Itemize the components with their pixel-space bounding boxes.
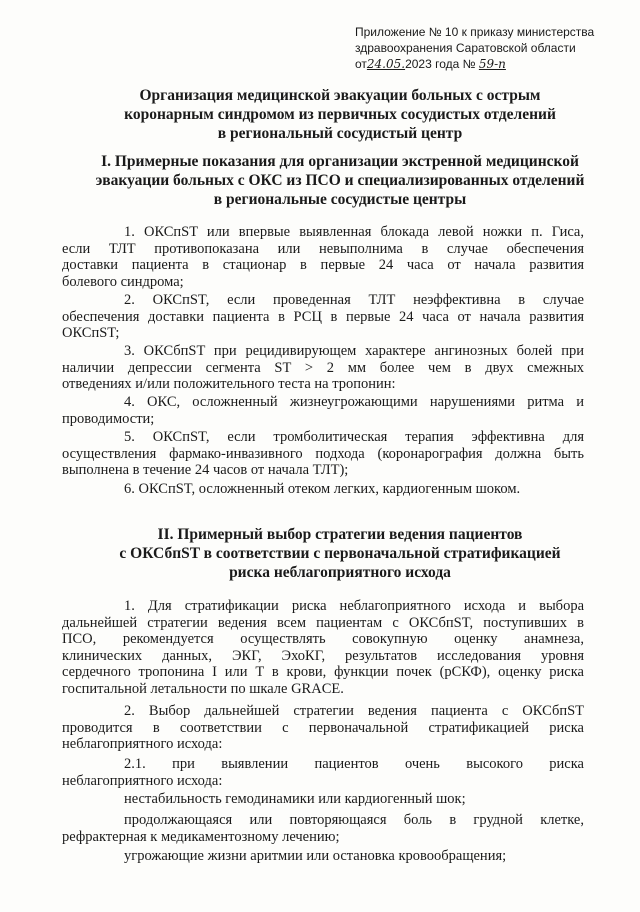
section-1-item-4	[62, 394, 584, 427]
annex-date: 24.05.	[366, 57, 406, 71]
text-line: 2. ОКСпST, если проведенная ТЛТ неэффективна в случае	[124, 292, 584, 308]
section-1-heading-line-3: в региональные сосудистые центры	[213, 191, 467, 208]
title-line-1: Организация медицинской эвакуации больных с острым	[139, 87, 541, 104]
section-2-heading-line-3: риска неблагоприятного исхода	[229, 564, 451, 581]
section-1-heading-line-2: эвакуации больных с ОКС из ПСО и специализированных отделений	[95, 172, 585, 189]
section-2-heading-line-1: II. Примерный выбор стратегии ведения пациентов	[157, 526, 523, 543]
text-line: нестабильность гемодинамики или кардиогенный шок;	[124, 791, 466, 807]
text-line: неблагоприятного исхода:	[62, 736, 223, 753]
criterion-arrhythmia	[62, 848, 584, 865]
section-1-item-2	[62, 292, 584, 342]
title-line-3: в региональный сосудистый центр	[217, 125, 463, 142]
section-1-heading	[70, 152, 610, 209]
text-line: угрожающие жизни аритмии или остановка кровообращения;	[124, 848, 507, 864]
criterion-hemodynamics	[62, 791, 584, 808]
section-2-heading-line-2: с ОКСбпST в соответствии с первоначальной стратификацией	[119, 545, 561, 562]
section-2-paragraph-1	[62, 598, 584, 698]
text-line: госпитальной летальности по шкале GRACE.	[62, 680, 344, 697]
text-line: обеспечения доставки пациента в РСЦ в первые 24 часа от начала развития	[62, 308, 584, 325]
title-line-2: коронарным синдромом из первичных сосудистых отделений	[124, 106, 556, 123]
criterion-chest-pain	[62, 812, 584, 845]
section-2-heading	[70, 525, 610, 582]
section-2-paragraph-2	[62, 703, 584, 753]
text-line: отведениях и/или положительного теста на тропонин:	[62, 376, 396, 393]
text-line: 4. ОКС, осложненный жизнеугрожающими нарушениями ритма и	[124, 394, 584, 410]
text-line: ОКСпST;	[62, 325, 120, 342]
text-line: рефрактерная к медикаментозному лечению;	[62, 828, 340, 845]
section-2-paragraph-2-1	[62, 756, 584, 789]
annex-number: 59-п	[478, 57, 506, 71]
section-1-item-3	[62, 343, 584, 393]
text-line: 6. ОКСпST, осложненный отеком легких, кардиогенным шоком.	[124, 481, 521, 497]
text-line: 1. Для стратификации риска неблагоприятного исхода и выбора	[124, 598, 584, 614]
text-line: проводится в соответствии с первоначальной стратификацией риска	[62, 719, 584, 736]
text-line: ПСО, рекомендуется осуществлять совокупную оценку анамнеза,	[62, 631, 584, 648]
annex-line-1: Приложение № 10 к приказу министерства	[355, 25, 595, 39]
text-line: клинических данных, ЭКГ, ЭхоКГ, результатов исследования уровня	[62, 647, 584, 664]
section-1-heading-line-1: I. Примерные показания для организации экстренной медицинской	[101, 153, 579, 170]
annex-header	[355, 24, 625, 72]
annex-line-2: здравоохранения Саратовской области	[355, 41, 576, 55]
text-line: 1. ОКСпST или впервые выявленная блокада левой ножки п. Гиса,	[124, 224, 584, 240]
text-line: 2.1. при выявлении пациентов очень высокого риска	[124, 756, 584, 772]
text-line: неблагоприятного исхода:	[62, 772, 223, 789]
section-1-item-1	[62, 224, 584, 290]
text-line: наличии депрессии сегмента ST > 2 мм более чем в двух смежных	[62, 359, 584, 376]
annex-date-prefix: от	[355, 57, 367, 71]
text-line: проводимости;	[62, 410, 155, 427]
annex-year-label: 2023 года №	[405, 57, 476, 71]
text-line: осуществления фармако-инвазивного подхода (коронарография должна быть	[62, 445, 584, 462]
section-1-item-5	[62, 429, 584, 479]
text-line: дальнейшей стратегии ведения всем пациентам с ОКСбпST, поступивших в	[62, 614, 584, 631]
text-line: болевого синдрома;	[62, 273, 184, 290]
text-line: если ТЛТ противопоказана или невыполнима в случае обеспечения	[62, 240, 584, 257]
text-line: сердечного тропонина I или T в крови, функции почек (рСКФ), оценку риска	[62, 664, 584, 681]
text-line: доставки пациента в стационар в первые 24 часа от начала развития	[62, 257, 584, 274]
text-line: выполнена в течение 24 часов от начала ТЛТ);	[62, 462, 349, 479]
document-title	[70, 86, 610, 143]
text-line: 2. Выбор дальнейшей стратегии ведения пациента с ОКСбпST	[124, 703, 584, 719]
section-1-item-6	[62, 481, 584, 498]
text-line: продолжающаяся или повторяющаяся боль в грудной клетке,	[124, 812, 584, 828]
text-line: 5. ОКСпST, если тромболитическая терапия эффективна для	[124, 429, 584, 445]
text-line: 3. ОКСбпST при рецидивирующем характере ангинозных болей при	[124, 343, 584, 359]
annex-line-3	[355, 56, 625, 72]
